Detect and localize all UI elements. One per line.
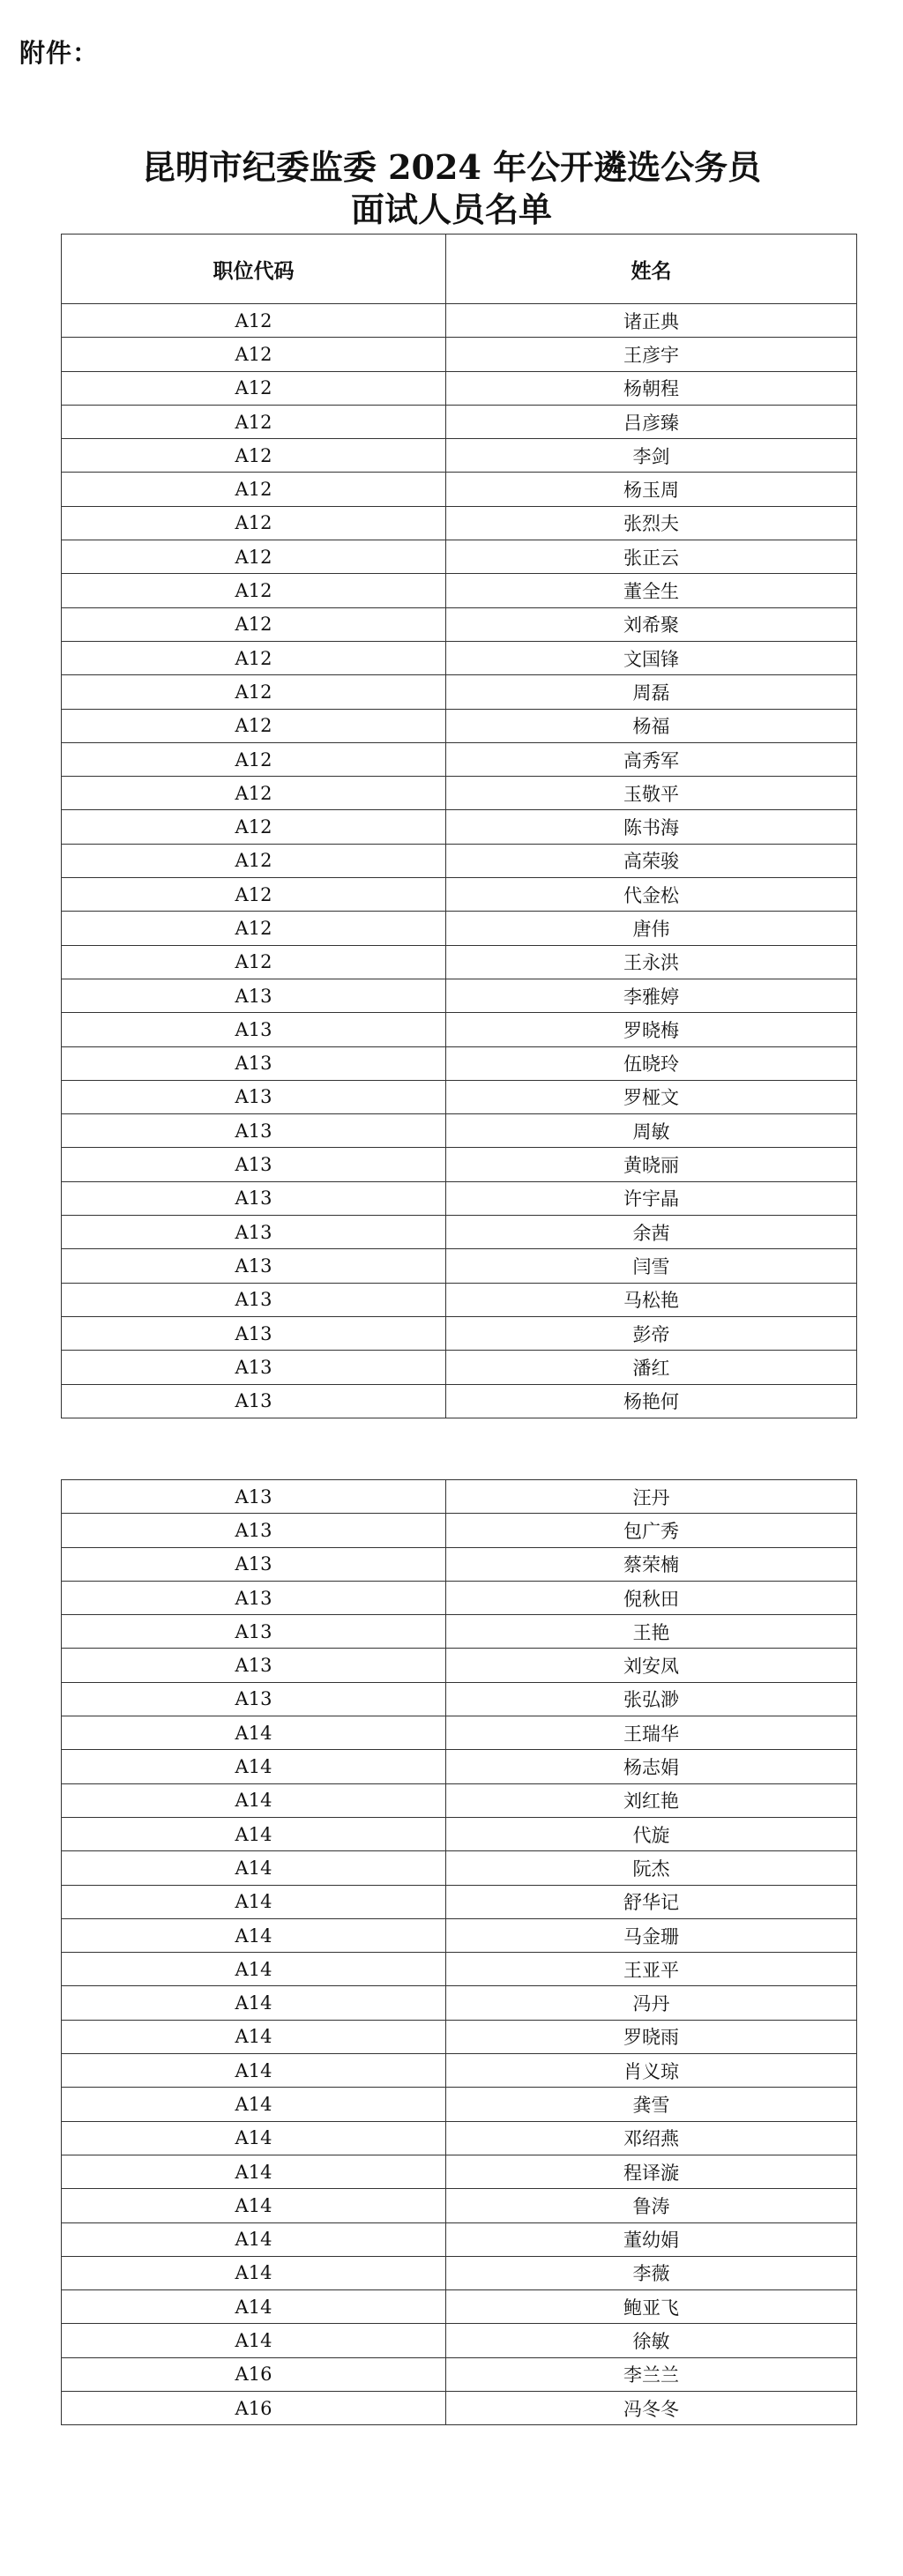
table-row — [62, 1181, 857, 1215]
position-code-cell: A13 — [62, 1114, 446, 1148]
table-row — [62, 2256, 857, 2289]
name-cell: 黄晓丽 — [446, 1148, 857, 1181]
table-row — [62, 2121, 857, 2155]
table-row — [62, 1013, 857, 1046]
position-code-cell: A12 — [62, 844, 446, 877]
table-row — [62, 574, 857, 607]
name-cell: 杨朝程 — [446, 371, 857, 405]
name-cell: 冯冬冬 — [446, 2392, 857, 2425]
position-code-cell: A12 — [62, 675, 446, 709]
position-code-cell: A13 — [62, 1682, 446, 1716]
position-code-cell: A14 — [62, 1817, 446, 1850]
position-code-cell: A14 — [62, 1986, 446, 2020]
column-header-name: 姓名 — [446, 235, 857, 304]
table-row — [62, 405, 857, 438]
table-row — [62, 1046, 857, 1080]
title-line-2: 面试人员名单 — [350, 190, 552, 229]
name-cell: 李薇 — [446, 2256, 857, 2289]
position-code-cell: A14 — [62, 2222, 446, 2256]
table-row — [62, 1514, 857, 1547]
table-row — [62, 1216, 857, 1249]
name-cell: 徐敏 — [446, 2324, 857, 2357]
position-code-cell: A13 — [62, 1148, 446, 1181]
table-row — [62, 945, 857, 979]
table-row — [62, 1547, 857, 1581]
table-row — [62, 1080, 857, 1113]
table-row — [62, 2155, 857, 2188]
position-code-cell: A13 — [62, 1316, 446, 1350]
table-row — [62, 1316, 857, 1350]
name-cell: 董全生 — [446, 574, 857, 607]
position-code-cell: A14 — [62, 1953, 446, 1986]
table-row — [62, 1283, 857, 1316]
table-row — [62, 506, 857, 540]
position-code-cell: A13 — [62, 1249, 446, 1283]
name-cell: 鲍亚飞 — [446, 2290, 857, 2324]
table-row — [62, 1114, 857, 1148]
name-cell: 汪丹 — [446, 1480, 857, 1514]
table-row — [62, 540, 857, 574]
position-code-cell: A16 — [62, 2357, 446, 2391]
position-code-cell: A12 — [62, 439, 446, 473]
name-cell: 包广秀 — [446, 1514, 857, 1547]
name-cell: 玉敬平 — [446, 777, 857, 810]
name-cell: 张弘渺 — [446, 1682, 857, 1716]
position-code-cell: A12 — [62, 473, 446, 506]
name-cell: 鲁涛 — [446, 2189, 857, 2222]
position-code-cell: A13 — [62, 979, 446, 1012]
name-cell: 唐伟 — [446, 912, 857, 945]
position-code-cell: A12 — [62, 641, 446, 674]
position-code-cell: A13 — [62, 1547, 446, 1581]
table-row — [62, 675, 857, 709]
name-cell: 阮杰 — [446, 1851, 857, 1885]
name-cell: 李兰兰 — [446, 2357, 857, 2391]
position-code-cell: A14 — [62, 2155, 446, 2188]
interview-roster-table-page-1 — [61, 234, 857, 1418]
table-row — [62, 1986, 857, 2020]
name-cell: 肖义琼 — [446, 2054, 857, 2088]
position-code-cell: A14 — [62, 2121, 446, 2155]
position-code-cell: A12 — [62, 810, 446, 844]
table-row — [62, 1480, 857, 1514]
name-cell: 刘安凤 — [446, 1649, 857, 1682]
position-code-cell: A13 — [62, 1351, 446, 1384]
table-row — [62, 2189, 857, 2222]
name-cell: 周磊 — [446, 675, 857, 709]
table-row — [62, 1649, 857, 1682]
name-cell: 王彦宇 — [446, 338, 857, 371]
name-cell: 杨艳何 — [446, 1384, 857, 1418]
position-code-cell: A12 — [62, 371, 446, 405]
name-cell: 刘希聚 — [446, 607, 857, 641]
position-code-cell: A12 — [62, 574, 446, 607]
position-code-cell: A12 — [62, 945, 446, 979]
position-code-cell: A13 — [62, 1384, 446, 1418]
table-row — [62, 709, 857, 742]
position-code-cell: A12 — [62, 607, 446, 641]
table-row — [62, 473, 857, 506]
table-row — [62, 1615, 857, 1649]
position-code-cell: A14 — [62, 1918, 446, 1952]
position-code-cell: A14 — [62, 1716, 446, 1750]
table-row — [62, 2054, 857, 2088]
name-cell: 代旋 — [446, 1817, 857, 1850]
name-cell: 周敏 — [446, 1114, 857, 1148]
table-row — [62, 1148, 857, 1181]
position-code-cell: A14 — [62, 2256, 446, 2289]
name-cell: 程译漩 — [446, 2155, 857, 2188]
table-row — [62, 1783, 857, 1817]
name-cell: 李剑 — [446, 439, 857, 473]
table-row — [62, 878, 857, 912]
name-cell: 倪秋田 — [446, 1581, 857, 1614]
name-cell: 罗晓梅 — [446, 1013, 857, 1046]
name-cell: 罗晓雨 — [446, 2020, 857, 2053]
position-code-cell: A14 — [62, 2290, 446, 2324]
name-cell: 杨玉周 — [446, 473, 857, 506]
position-code-cell: A13 — [62, 1480, 446, 1514]
table-row — [62, 844, 857, 877]
table-row — [62, 979, 857, 1012]
table-row — [62, 371, 857, 405]
position-code-cell: A13 — [62, 1615, 446, 1649]
name-cell: 杨福 — [446, 709, 857, 742]
position-code-cell: A13 — [62, 1046, 446, 1080]
position-code-cell: A14 — [62, 2088, 446, 2121]
title-line-1: 昆明市纪委监委 2024 年公开遴选公务员 — [141, 147, 762, 187]
name-cell: 陈书海 — [446, 810, 857, 844]
position-code-cell: A13 — [62, 1514, 446, 1547]
position-code-cell: A14 — [62, 1885, 446, 1918]
position-code-cell: A12 — [62, 709, 446, 742]
column-header-position-code: 职位代码 — [62, 235, 446, 304]
name-cell: 杨志娟 — [446, 1750, 857, 1783]
table-row — [62, 777, 857, 810]
position-code-cell: A14 — [62, 2020, 446, 2053]
table-row — [62, 1953, 857, 1986]
position-code-cell: A12 — [62, 912, 446, 945]
position-code-cell: A13 — [62, 1649, 446, 1682]
table-row — [62, 2290, 857, 2324]
name-cell: 董幼娟 — [446, 2222, 857, 2256]
name-cell: 文国锋 — [446, 641, 857, 674]
table-row — [62, 1918, 857, 1952]
position-code-cell: A12 — [62, 506, 446, 540]
table-row — [62, 912, 857, 945]
name-cell: 马金珊 — [446, 1918, 857, 1952]
table-row — [62, 2088, 857, 2121]
attachment-label: 附件： — [19, 38, 100, 68]
name-cell: 罗桠文 — [446, 1080, 857, 1113]
position-code-cell: A12 — [62, 338, 446, 371]
name-cell: 刘红艳 — [446, 1783, 857, 1817]
name-cell: 舒华记 — [446, 1885, 857, 1918]
table-row — [62, 1249, 857, 1283]
name-cell: 王永洪 — [446, 945, 857, 979]
header-row — [62, 235, 857, 304]
table-row — [62, 1384, 857, 1418]
position-code-cell: A12 — [62, 540, 446, 574]
interview-roster-table-page-2 — [61, 1479, 857, 2425]
table-row — [62, 2222, 857, 2256]
name-cell: 彭帝 — [446, 1316, 857, 1350]
name-cell: 冯丹 — [446, 1986, 857, 2020]
position-code-cell: A14 — [62, 1783, 446, 1817]
table-row — [62, 1851, 857, 1885]
name-cell: 高秀军 — [446, 742, 857, 776]
table-row — [62, 1885, 857, 1918]
table-row — [62, 2324, 857, 2357]
name-cell: 代金松 — [446, 878, 857, 912]
table-row — [62, 304, 857, 338]
position-code-cell: A14 — [62, 2054, 446, 2088]
position-code-cell: A12 — [62, 777, 446, 810]
name-cell: 张正云 — [446, 540, 857, 574]
position-code-cell: A13 — [62, 1080, 446, 1113]
position-code-cell: A14 — [62, 1750, 446, 1783]
position-code-cell: A12 — [62, 405, 446, 438]
name-cell: 李雅婷 — [446, 979, 857, 1012]
position-code-cell: A16 — [62, 2392, 446, 2425]
position-code-cell: A13 — [62, 1283, 446, 1316]
position-code-cell: A13 — [62, 1216, 446, 1249]
name-cell: 诸正典 — [446, 304, 857, 338]
position-code-cell: A13 — [62, 1181, 446, 1215]
position-code-cell: A14 — [62, 2189, 446, 2222]
position-code-cell: A14 — [62, 2324, 446, 2357]
name-cell: 邓绍燕 — [446, 2121, 857, 2155]
table-row — [62, 338, 857, 371]
name-cell: 闫雪 — [446, 1249, 857, 1283]
table-row — [62, 2357, 857, 2391]
name-cell: 王亚平 — [446, 1953, 857, 1986]
position-code-cell: A12 — [62, 304, 446, 338]
table-row — [62, 2392, 857, 2425]
table-row — [62, 1716, 857, 1750]
document-title — [0, 146, 903, 231]
table-row — [62, 1351, 857, 1384]
name-cell: 王艳 — [446, 1615, 857, 1649]
name-cell: 王瑞华 — [446, 1716, 857, 1750]
table-row — [62, 607, 857, 641]
table-row — [62, 810, 857, 844]
name-cell: 伍晓玲 — [446, 1046, 857, 1080]
name-cell: 高荣骏 — [446, 844, 857, 877]
table-row — [62, 641, 857, 674]
name-cell: 蔡荣楠 — [446, 1547, 857, 1581]
table-row — [62, 1750, 857, 1783]
position-code-cell: A12 — [62, 742, 446, 776]
table-row — [62, 1817, 857, 1850]
position-code-cell: A13 — [62, 1581, 446, 1614]
name-cell: 潘红 — [446, 1351, 857, 1384]
name-cell: 龚雪 — [446, 2088, 857, 2121]
position-code-cell: A12 — [62, 878, 446, 912]
table-row — [62, 742, 857, 776]
position-code-cell: A13 — [62, 1013, 446, 1046]
table-row — [62, 1581, 857, 1614]
table-row — [62, 439, 857, 473]
position-code-cell: A14 — [62, 1851, 446, 1885]
name-cell: 张烈夫 — [446, 506, 857, 540]
name-cell: 许宇晶 — [446, 1181, 857, 1215]
name-cell: 马松艳 — [446, 1283, 857, 1316]
table-row — [62, 2020, 857, 2053]
name-cell: 余茜 — [446, 1216, 857, 1249]
table-row — [62, 1682, 857, 1716]
name-cell: 吕彦臻 — [446, 405, 857, 438]
